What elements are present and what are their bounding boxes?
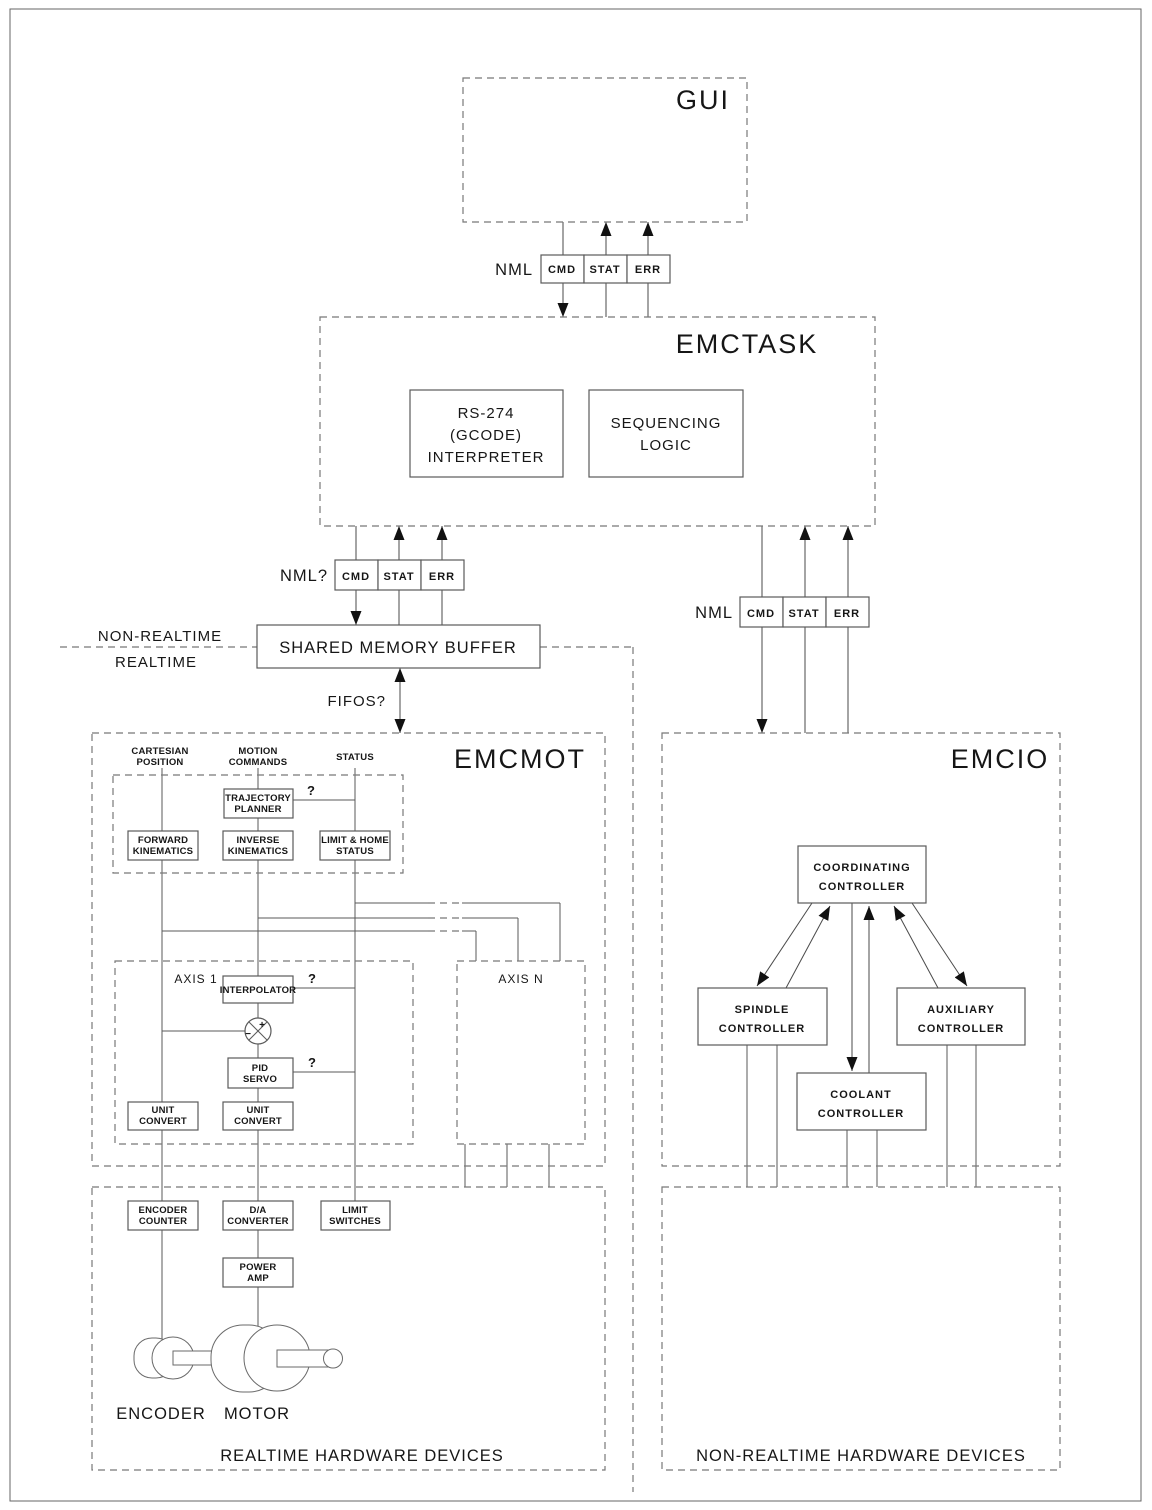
nonrealtime-hw-box <box>662 1187 1060 1470</box>
inverse-line2: KINEMATICS <box>227 846 289 857</box>
shared-memory-buffer-label: SHARED MEMORY BUFFER <box>279 639 517 657</box>
pid-line1: PID <box>251 1063 269 1074</box>
emctask-title: EMCTASK <box>675 329 819 359</box>
coordinating-line1: COORDINATING <box>813 862 911 874</box>
interpreter-line1: RS-274 <box>457 405 515 422</box>
trajectory-line1: TRAJECTORY <box>225 793 291 804</box>
forward-line2: KINEMATICS <box>132 846 194 857</box>
col-status-label: STATUS <box>336 752 374 763</box>
limit-switches-line2: SWITCHES <box>329 1216 381 1227</box>
sequencing-logic-box <box>589 390 743 477</box>
emctask-emcio-channels <box>762 526 848 733</box>
nml-task-mot-cmd: CMD <box>341 571 371 583</box>
limit-home-line2: STATUS <box>336 846 374 857</box>
encoder-label: ENCODER <box>116 1405 206 1423</box>
col-motion-line1: MOTION <box>238 746 278 757</box>
forward-line1: FORWARD <box>137 835 189 846</box>
boundary-nonrealtime-label: NON-REALTIME <box>97 628 223 645</box>
question-pid: ? <box>308 1055 316 1070</box>
unit-convert-left-line2: CONVERT <box>139 1116 187 1127</box>
encoder-motor-shaft <box>173 1351 215 1365</box>
coolant-line2: CONTROLLER <box>817 1108 905 1120</box>
motor-label: MOTOR <box>223 1405 291 1423</box>
nml-gui-cmd: CMD <box>547 264 577 276</box>
encoder-motor-drawing <box>134 1325 343 1392</box>
spindle-line1: SPINDLE <box>734 1004 790 1016</box>
nml-gui-label: NML <box>495 261 533 279</box>
nml-gui-err: ERR <box>634 264 662 276</box>
question-interpolator: ? <box>308 971 316 986</box>
unit-convert-mid-line1: UNIT <box>246 1105 270 1116</box>
power-amp-line1: POWER <box>239 1262 277 1273</box>
boundary-realtime-label: REALTIME <box>115 654 197 671</box>
axisn-label: AXIS N <box>498 972 544 986</box>
emcio-title: EMCIO <box>950 744 1050 774</box>
encoder-counter-line2: COUNTER <box>138 1216 188 1227</box>
auxiliary-controller-box <box>897 988 1025 1045</box>
coordinating-line2: CONTROLLER <box>818 881 906 893</box>
interpolator-label: INTERPOLATOR <box>219 985 297 996</box>
question-trajectory: ? <box>307 783 315 798</box>
axis1-label: AXIS 1 <box>174 972 218 986</box>
unit-convert-left-line1: UNIT <box>151 1105 175 1116</box>
nml-gui-stat: STAT <box>589 264 621 276</box>
coolant-controller-box <box>797 1073 926 1130</box>
nml-task-io-label: NML <box>695 604 733 622</box>
col-cartesian-line2: POSITION <box>136 757 184 768</box>
nml-task-io-err: ERR <box>833 608 861 620</box>
interpreter-line3: INTERPRETER <box>427 449 545 466</box>
spindle-line2: CONTROLLER <box>718 1023 806 1035</box>
sequencing-line1: SEQUENCING <box>610 415 722 432</box>
inverse-line1: INVERSE <box>236 835 280 846</box>
emcmot-box <box>92 733 605 1166</box>
auxiliary-line2: CONTROLLER <box>917 1023 1005 1035</box>
coolant-line1: COOLANT <box>830 1089 892 1101</box>
emcmot-title: EMCMOT <box>454 744 586 774</box>
fifos-label: FIFOS? <box>327 693 386 710</box>
coordinating-controller-box <box>798 846 926 903</box>
col-cartesian-line1: CARTESIAN <box>131 746 189 757</box>
sequencing-line2: LOGIC <box>640 437 692 454</box>
trajectory-line2: PLANNER <box>234 804 282 815</box>
unit-convert-mid-line2: CONVERT <box>234 1116 282 1127</box>
nml-task-io-stat: STAT <box>788 608 820 620</box>
sum-plus: + <box>259 1020 265 1031</box>
nml-task-io-cmd: CMD <box>746 608 776 620</box>
pid-line2: SERVO <box>242 1074 278 1085</box>
sum-minus: − <box>245 1029 251 1040</box>
interpreter-line2: (GCODE) <box>450 427 522 444</box>
encoder-counter-line1: ENCODER <box>138 1205 188 1216</box>
nml-task-mot-err: ERR <box>428 571 456 583</box>
da-converter-line2: CONVERTER <box>227 1216 289 1227</box>
gui-title: GUI <box>675 85 731 115</box>
auxiliary-line1: AUXILIARY <box>927 1004 995 1016</box>
nml-task-mot-label: NML? <box>279 567 328 585</box>
spindle-controller-box <box>698 988 827 1045</box>
power-amp-line2: AMP <box>247 1273 269 1284</box>
da-converter-line1: D/A <box>249 1205 267 1216</box>
axisn-box <box>457 961 585 1144</box>
shaft-end <box>324 1349 343 1368</box>
nml-task-mot-stat: STAT <box>383 571 415 583</box>
nonrealtime-hw-title: NON-REALTIME HARDWARE DEVICES <box>696 1447 1026 1465</box>
limit-switches-line1: LIMIT <box>342 1205 368 1216</box>
limit-home-line1: LIMIT & HOME <box>321 835 389 846</box>
col-motion-line2: COMMANDS <box>228 757 288 768</box>
realtime-hw-title: REALTIME HARDWARE DEVICES <box>220 1447 504 1465</box>
